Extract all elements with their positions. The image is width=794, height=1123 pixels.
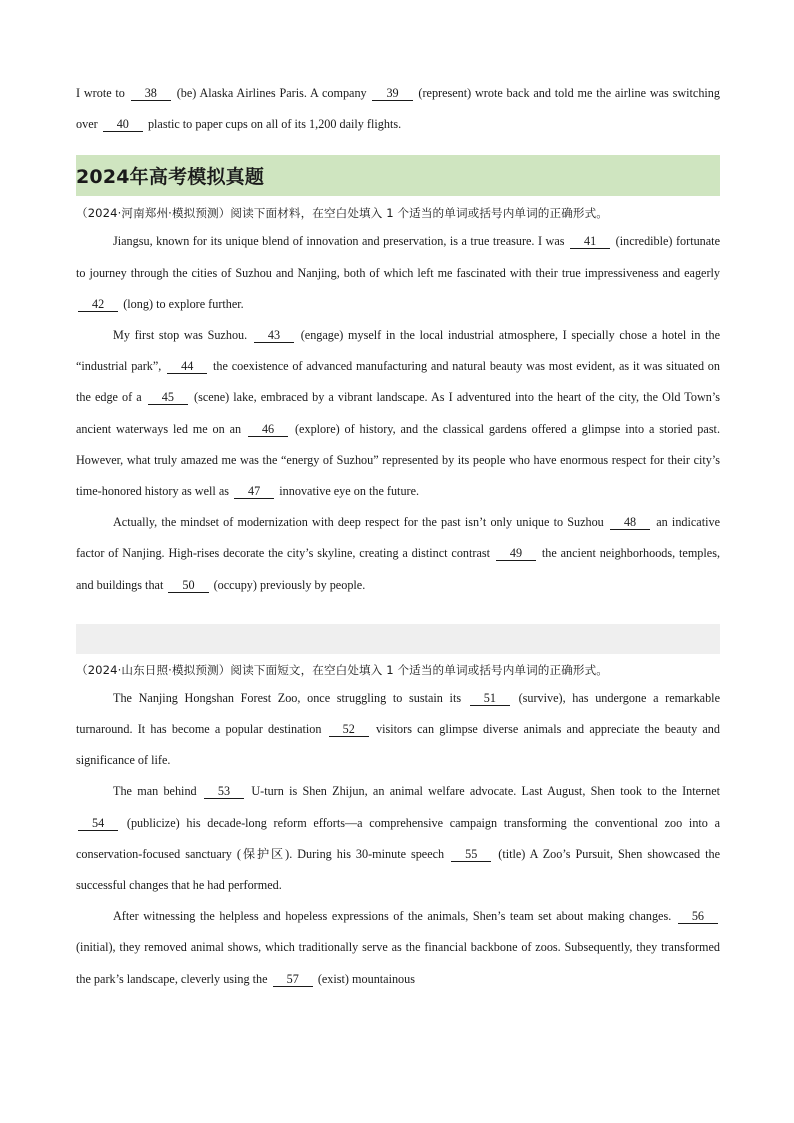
text: My first stop was Suzhou. — [113, 328, 252, 343]
passage2-paragraph-3 — [76, 901, 720, 995]
blank-54[interactable]: 54 — [78, 816, 118, 831]
text: (occupy) previously by people. — [210, 577, 366, 592]
text: I wrote to — [76, 86, 129, 100]
blank-43[interactable]: 43 — [254, 328, 294, 343]
text: the coexistence of advanced manufacturing and natural beauty was most evident, as it was situated on the edge of a — [76, 359, 720, 405]
text: (initial), they removed animal shows, which traditionally serve as the financial backbone of zoos. Subsequently, they transformed the park’s landscape, cleverly using the — [76, 940, 720, 986]
blank-55[interactable]: 55 — [451, 847, 491, 862]
document-page — [76, 78, 720, 995]
text: (long) to explore further. — [120, 296, 244, 311]
text: (title) A Zoo’s Pursuit, Shen showcased the successful changes that he had performed. — [76, 846, 720, 893]
text: the ancient neighborhoods, temples, and buildings that — [76, 546, 720, 592]
intro-paragraph — [76, 78, 720, 140]
passage1-source: （2024·河南郑州·模拟预测）阅读下面材料，在空白处填入 1 个适当的单词或括号内单词的正确形式。 — [76, 206, 608, 221]
text: visitors can glimpse diverse animals and appreciate the beauty and significance of life. — [76, 722, 720, 768]
passage1-paragraph-3 — [76, 507, 720, 601]
text: Actually, the mindset of modernization with deep respect for the past isn’t only unique to Suzhou — [113, 515, 608, 530]
blank-38[interactable]: 38 — [131, 86, 171, 101]
blank-51[interactable]: 51 — [470, 691, 510, 706]
text: The man behind — [113, 784, 202, 799]
blank-52[interactable]: 52 — [329, 722, 369, 737]
blank-42[interactable]: 42 — [78, 297, 118, 312]
passage2-paragraph-1 — [76, 683, 720, 777]
blank-48[interactable]: 48 — [610, 515, 650, 530]
blank-41[interactable]: 41 — [570, 234, 610, 249]
passage2-paragraph-2 — [76, 776, 720, 901]
section-divider — [76, 624, 720, 654]
text: innovative eye on the future. — [276, 484, 420, 499]
passage1-paragraph-1 — [76, 226, 720, 320]
blank-49[interactable]: 49 — [496, 546, 536, 561]
blank-53[interactable]: 53 — [204, 784, 244, 799]
text: (incredible) fortunate to journey through the cities of Suzhou and Nanjing, both of which left me fascinated with their true impressiveness and eagerly — [76, 234, 720, 280]
text: (be) Alaska Airlines Paris. A company — [172, 86, 371, 100]
text: (publicize) his decade-long reform efforts—a comprehensive campaign transforming the conventional zoo into a conservation-focused sanctuary (保护区). During his 30-minute speech — [76, 815, 720, 861]
blank-45[interactable]: 45 — [148, 390, 188, 405]
text: (scene) lake, embraced by a vibrant landscape. As I adventured into the heart of the city, the Old Town’s ancient waterways led me on an — [76, 390, 720, 436]
text: The Nanjing Hongshan Forest Zoo, once struggling to sustain its — [113, 690, 468, 705]
blank-47[interactable]: 47 — [234, 484, 274, 499]
section-title: 2024年高考模拟真题 — [76, 166, 265, 189]
section-header — [76, 155, 720, 196]
blank-40[interactable]: 40 — [103, 117, 143, 132]
blank-57[interactable]: 57 — [273, 972, 313, 987]
text: (exist) mountainous — [314, 971, 415, 986]
text: After witnessing the helpless and hopeless expressions of the animals, Shen’s team set about making changes. — [113, 909, 676, 924]
text: (survive), has undergone a remarkable turnaround. It has become a popular destination — [76, 690, 720, 737]
text: plastic to paper cups on all of its 1,200 daily flights. — [144, 117, 402, 132]
text: U-turn is Shen Zhijun, an animal welfare advocate. Last August, Shen took to the Internet — [246, 784, 720, 799]
text: (explore) of history, and the classical gardens offered a glimpse into a storied past. However, what truly amazed me was the “energy of Suzhou” represented by its people who have enormous respect for their city’s time-honored history as well as — [76, 421, 720, 499]
blank-44[interactable]: 44 — [167, 359, 207, 374]
text: (represent) wrote back and told me the airline was switching over — [76, 86, 720, 132]
text: (engage) myself in the local industrial atmosphere, I specially chose a hotel in the “industrial park”, — [76, 328, 720, 374]
blank-56[interactable]: 56 — [678, 909, 718, 924]
text: an indicative factor of Nanjing. High-rises decorate the city’s skyline, creating a distinct contrast — [76, 515, 720, 561]
passage2-source: （2024·山东日照·模拟预测）阅读下面短文，在空白处填入 1 个适当的单词或括号内单词的正确形式。 — [76, 662, 608, 677]
passage1-paragraph-2 — [76, 320, 720, 507]
text: Jiangsu, known for its unique blend of innovation and preservation, is a true treasure. I was — [113, 234, 568, 249]
blank-39[interactable]: 39 — [372, 86, 412, 101]
blank-46[interactable]: 46 — [248, 422, 288, 437]
blank-50[interactable]: 50 — [168, 578, 208, 593]
